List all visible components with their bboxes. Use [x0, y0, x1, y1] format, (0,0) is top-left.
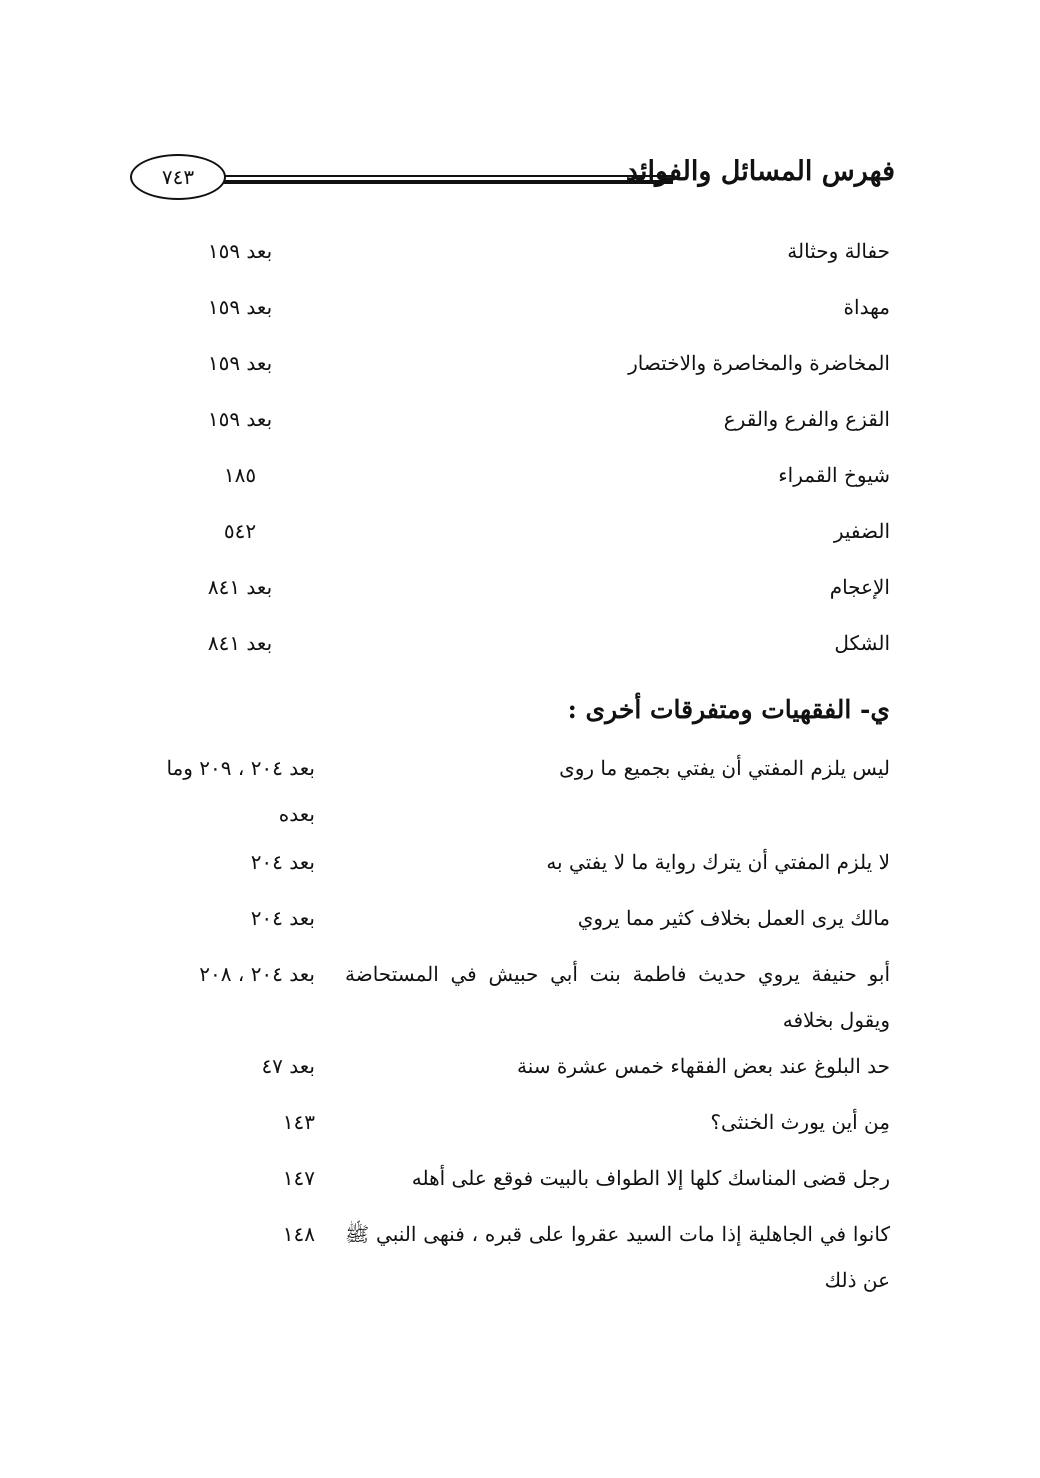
entry-page-ref: بعد ١٥٩: [207, 239, 273, 263]
entry-page-ref: بعد ١٥٩: [207, 407, 273, 431]
index-entry: [150, 233, 890, 269]
entry-page-ref: ٥٤٢: [223, 519, 257, 543]
index-entry: [150, 625, 890, 661]
entry-page-ref: بعد ١٥٩: [207, 351, 273, 375]
index-entry: [150, 401, 890, 437]
entry-page-ref: ١٤٨: [282, 1222, 315, 1246]
index-entry: [130, 1155, 890, 1201]
index-entry: [130, 1211, 890, 1303]
index-entry: [130, 745, 890, 837]
entry-topic: مهداة: [843, 295, 890, 319]
index-entry: [130, 839, 890, 885]
entry-topic: حد البلوغ عند بعض الفقهاء خمس عشرة سنة: [517, 1054, 890, 1078]
entry-topic: الإعجام: [829, 575, 890, 599]
entry-page-ref: بعد ٢٠٤: [250, 906, 315, 930]
entry-page-ref: ١٨٥: [223, 463, 257, 487]
index-entry: [150, 289, 890, 325]
entry-page-ref: بعد ٢٠٤ ، ٢٠٩ وما بعده: [166, 756, 315, 826]
entry-page-ref: ١٤٧: [282, 1166, 315, 1190]
index-entry: [150, 457, 890, 493]
entry-page-ref: بعد ٨٤١: [207, 631, 273, 655]
entry-topic: لا يلزم المفتي أن يترك رواية ما لا يفتي به: [546, 850, 890, 874]
index-entry: [130, 951, 890, 1043]
page-number-badge: ٧٤٣: [130, 154, 226, 200]
entry-topic: حفالة وحثالة: [787, 239, 890, 263]
entry-page-ref: بعد ٢٠٤ ، ٢٠٨: [199, 962, 315, 986]
entry-topic: القزع والفرع والقرع: [723, 407, 890, 431]
index-entry: [130, 895, 890, 941]
header-double-rule: [200, 175, 673, 182]
entry-topic: مالك يرى العمل بخلاف كثير مما يروي: [577, 906, 890, 930]
index-entry: [150, 569, 890, 605]
index-entry: [130, 1099, 890, 1145]
entry-topic: المخاضرة والمخاصرة والاختصار: [628, 351, 890, 375]
entry-topic: أبو حنيفة يروي حديث فاطمة بنت أبي حبيش في المستحاضة ويقول بخلافه: [345, 962, 890, 1032]
entry-topic: شيوخ القمراء: [778, 463, 890, 487]
entry-topic: رجل قضى المناسك كلها إلا الطواف بالبيت فوقع على أهله: [411, 1166, 890, 1190]
index-entry: [150, 513, 890, 549]
section-heading: ي- الفقهيات ومتفرقات أخرى :: [567, 695, 890, 724]
entry-page-ref: بعد ٤٧: [261, 1054, 315, 1078]
entry-topic: الضفير: [833, 519, 890, 543]
page-title: فهرس المسائل والفوائد: [625, 156, 895, 187]
entry-page-ref: بعد ٨٤١: [207, 575, 273, 599]
entry-topic: مِن أين يورث الخنثى؟: [710, 1110, 890, 1134]
entry-topic: كانوا في الجاهلية إذا مات السيد عقروا على قبره ، فنهى النبي ﷺ عن ذلك: [345, 1222, 890, 1292]
index-entry: [150, 345, 890, 381]
entry-page-ref: بعد ٢٠٤: [250, 850, 315, 874]
entry-topic: ليس يلزم المفتي أن يفتي بجميع ما روى: [559, 756, 890, 780]
index-entry: [130, 1043, 890, 1089]
entry-page-ref: ١٤٣: [282, 1110, 315, 1134]
entry-topic: الشكل: [834, 631, 890, 655]
entry-page-ref: بعد ١٥٩: [207, 295, 273, 319]
page-header: [130, 150, 895, 210]
